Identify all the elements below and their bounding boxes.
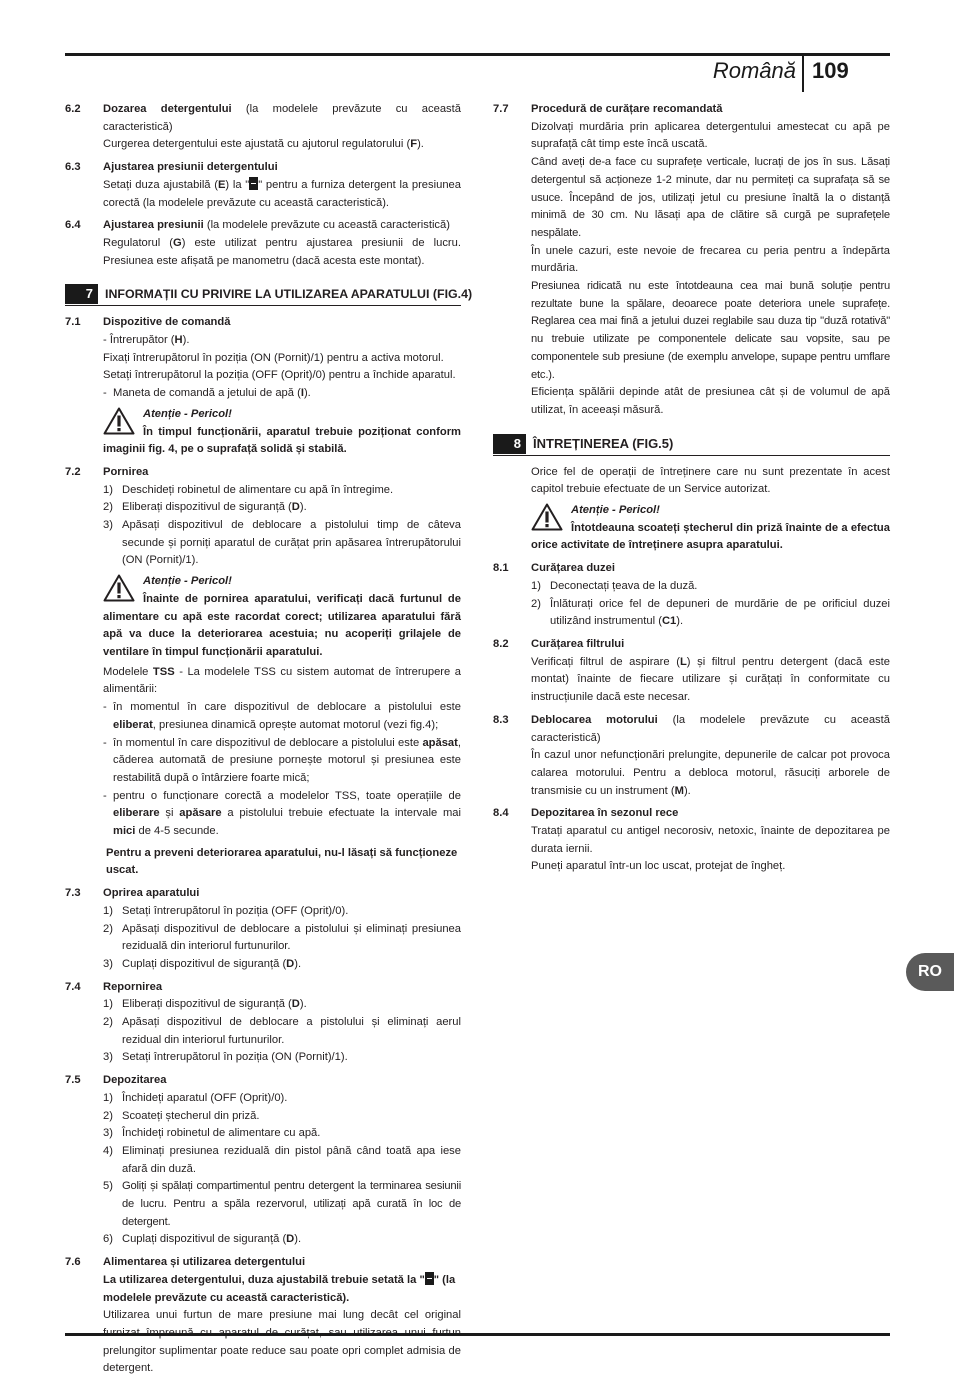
list-text: Goliți și spălați compartimentul pentru detergent la terminarea sesiunii de lucru. Pentru a spăla rezervorul, utilizați apă curată în loc de detergent. xyxy=(122,1180,461,1228)
list-text: Închideți aparatul (OFF (Oprit)/0). xyxy=(122,1091,288,1104)
component-key: C1 xyxy=(661,615,677,628)
warning-heading: Atenție - Pericol! xyxy=(571,504,660,517)
list-text: Eliminați presiunea reziduală din pistol până când toată apa iese afară din duză. xyxy=(122,1144,461,1175)
body-text: Orice fel de operații de întreținere care nu sunt prezentate în acest capitol trebuie efectuate de un Service autorizat. xyxy=(531,465,890,496)
body-text: ) la " xyxy=(225,178,250,191)
note-text: La utilizarea detergentului, duza ajustabilă trebuie setată la " xyxy=(103,1273,425,1286)
emphasis: eliberare xyxy=(113,807,160,820)
subsection-6-3 xyxy=(65,159,461,212)
list-item xyxy=(103,903,461,921)
subsection-title: Procedură de curățare recomandată xyxy=(531,103,723,115)
list-marker: 1) xyxy=(103,1091,113,1104)
list-marker: 5) xyxy=(103,1180,113,1193)
language-title: Română xyxy=(712,58,796,83)
body-text: Regulatorul ( xyxy=(103,236,174,249)
body-text: Modelele xyxy=(103,665,153,678)
subsection-number: 8.3 xyxy=(493,713,509,726)
list-marker: 1) xyxy=(531,579,541,592)
list-item xyxy=(103,1178,461,1231)
list-marker: 6) xyxy=(103,1233,113,1246)
list-marker: 1) xyxy=(103,483,113,496)
list-item: - pentru o funcționare corectă a modelelor TSS, toate operațiile de eliberare și apăsare a pistolului trebuie efectuate la intervale mai mici de 4-5 secunde. xyxy=(103,789,461,838)
subsection-7-3 xyxy=(65,885,461,974)
left-column xyxy=(65,101,473,1378)
body-text: Tratați aparatul cu antigel necorosiv, netoxic, înainte de depozitarea pe durata iernii. xyxy=(531,825,890,855)
list-text: Scoateți ștecherul din priză. xyxy=(122,1109,260,1122)
section-8-intro xyxy=(493,464,890,556)
section-title: INFORMAȚII CU PRIVIRE LA UTILIZAREA APARATULUI (FIG.4) xyxy=(105,287,473,302)
body-text: Setați întrerupătorul la poziția (OFF (Oprit)/0) pentru a închide aparatul. xyxy=(103,369,456,382)
body-text: - La modelele TSS cu sistem automat de întrerupere a alimentării: xyxy=(103,665,461,696)
title-note: (la modelele prevăzute cu această caracteristică) xyxy=(203,219,450,232)
section-title: ÎNTREȚINEREA (FIG.5) xyxy=(533,435,674,451)
subsection-title: Curățarea filtrului xyxy=(531,637,625,650)
list-item xyxy=(103,1143,461,1178)
list-item xyxy=(103,517,461,570)
subsection-number: 8.2 xyxy=(493,637,509,650)
subsection-8-3 xyxy=(493,712,890,801)
list-text: în momentul în care dispozitivul de deblocare a pistolului este xyxy=(113,736,423,749)
subsection-number: 7.4 xyxy=(65,980,81,993)
list-text: ). xyxy=(294,957,302,970)
subsection-7-2 xyxy=(65,464,461,880)
list-text: Apăsați dispozitivul de deblocare a pistolului și eliminați aerul rezidual din interiorul furtunurilor. xyxy=(122,1016,461,1046)
subsection-number: 7.1 xyxy=(65,316,81,329)
component-key: E xyxy=(217,178,226,191)
body-text: ). xyxy=(303,387,311,400)
warning-heading: Atenție - Pericol! xyxy=(143,407,232,420)
warning-triangle-icon xyxy=(103,407,135,435)
body-text: ). xyxy=(683,784,691,797)
subsection-8-2 xyxy=(493,636,890,707)
list-item xyxy=(531,596,890,631)
list-marker: 4) xyxy=(103,1144,113,1157)
warning-block xyxy=(103,406,461,459)
body-text: Când aveți de-a face cu suprafețe verticale, lucrați de jos în sus. Lăsați detergentul să acționeze 1-2 minute, dar nu permiteți ca suprafața să se usuce. Începând de jos, utilizați jetul cu presiune înaltă la o distanță minimă de 30 cm. Nu lăsați apa de clătire să curgă pe suprafețele nespălate. xyxy=(531,156,890,239)
subsection-title: Ajustarea presiunii detergentului xyxy=(103,161,278,174)
list-item xyxy=(103,1231,461,1249)
body-text: Verificați filtrul de aspirare ( xyxy=(531,655,680,668)
body-text: " pentru a furniza detergent la presiunea corectă (la modelele prevăzute cu această caracteristică). xyxy=(103,178,461,209)
component-key: F xyxy=(410,138,418,151)
warning-block xyxy=(103,573,461,662)
list-marker: 1) xyxy=(103,904,113,917)
subsection-title: Dozarea detergentului xyxy=(103,103,232,115)
list-item: - în momentul în care dispozitivul de deblocare a pistolului este eliberat, presiunea dinamică oprește automat motorul (vezi fig.4); xyxy=(103,701,461,731)
list-item xyxy=(103,1049,461,1067)
subsection-7-1 xyxy=(65,314,461,459)
list-text: Setați întrerupătorul în poziția (OFF (Oprit)/0). xyxy=(122,904,349,917)
list-marker: 2) xyxy=(103,501,113,514)
subsection-number: 7.6 xyxy=(65,1256,81,1269)
warning-text: Înainte de pornirea aparatului, verificați dacă furtunul de alimentare cu apă este racordat corect; utilizarea aparatului fără apă va duce la deteriorarea acestuia; nu acoperiți grilajele de ventilare în timpul funcționării aparatului. xyxy=(103,592,461,658)
list-item xyxy=(103,482,461,500)
subsection-number: 8.4 xyxy=(493,807,509,820)
subsection-7-6 xyxy=(65,1254,461,1378)
list-marker: 1) xyxy=(103,998,113,1011)
language-tab: RO xyxy=(906,953,954,991)
component-key: H xyxy=(174,334,183,347)
subsection-title: Deblocarea motorului xyxy=(531,713,658,726)
list-text: pentru o funcționare corectă a modelelor TSS, toate operațiile de xyxy=(113,789,461,802)
subsection-title: Repornirea xyxy=(103,980,163,993)
subsection-title: Curățarea duzei xyxy=(531,562,615,575)
section-number: 8 xyxy=(493,434,526,454)
list-item: - în momentul în care dispozitivul de deblocare a pistolului este apăsat, căderea automată de presiune pornește motorul și presiunea este restabilită după o întârziere foarte mică; xyxy=(103,736,461,784)
subsection-8-1 xyxy=(493,560,890,631)
subsection-title: Oprirea aparatului xyxy=(103,887,200,900)
emphasis: apăsare xyxy=(179,807,222,820)
list-text: ). xyxy=(294,1233,302,1246)
title-note: (la modelele prevăzute cu această caracteristică) xyxy=(531,713,890,744)
caution-note: Pentru a preveni deteriorarea aparatului, nu-l lăsați să funcționeze uscat. xyxy=(106,846,458,877)
list-item xyxy=(103,1014,461,1049)
list-marker: 2) xyxy=(531,597,541,610)
list-text: ). xyxy=(299,501,307,514)
subsection-number: 7.7 xyxy=(493,103,509,115)
emphasis: mici xyxy=(113,825,136,838)
emphasis: apăsat xyxy=(422,736,458,749)
page-number: 109 xyxy=(812,58,849,83)
list-item xyxy=(103,1090,461,1108)
subsection-title: Ajustarea presiunii xyxy=(103,219,204,232)
body-text: În unele cazuri, este nevoie de frecarea cu peria pentru a îndepărta murdăria. xyxy=(531,244,890,275)
list-marker: 3) xyxy=(103,519,113,532)
title-note: (la modelele prevăzute cu această caracteristică) xyxy=(103,103,461,133)
list-item xyxy=(103,956,461,974)
body-text: Fixați întrerupătorul în poziția (ON (Pornit)/1) pentru a activa motorul. xyxy=(103,351,444,364)
body-text: - Întrerupător ( xyxy=(103,334,175,347)
list-text: Apăsați dispozitivul de deblocare a pistolului și eliminați presiunea reziduală din interiorul furtunurilor. xyxy=(122,922,461,953)
subsection-title: Depozitarea xyxy=(103,1074,167,1087)
subsection-title: Depozitarea în sezonul rece xyxy=(531,807,679,820)
component-key: D xyxy=(291,998,300,1011)
list-marker: 2) xyxy=(103,1016,113,1029)
body-text: În cazul unor nefuncționări prelungite, depunerile de calcar pot provoca calarea motorului. Pentru a debloca motorul, răsuciți arborele de transmisie cu un instrument ( xyxy=(531,749,890,797)
subsection-6-2 xyxy=(65,101,461,154)
list-item: - Maneta de comandă a jetului de apă (I). xyxy=(103,387,311,400)
detergent-setting-icon xyxy=(425,1272,434,1285)
body-text: Utilizarea unui furtun de mare presiune mai lung decât cel original prelungitor suplimentar poate reduce sau poate opri complet admisia de detergent. xyxy=(103,1309,461,1375)
list-item xyxy=(103,921,461,956)
list-text: Închideți robinetul de alimentare cu apă. xyxy=(122,1127,321,1140)
detergent-setting-icon xyxy=(249,177,258,190)
list-item xyxy=(103,996,461,1014)
subsection-number: 6.2 xyxy=(65,103,81,115)
list-marker: 3) xyxy=(103,1127,113,1140)
component-key: L xyxy=(679,655,687,668)
subsection-title: Alimentarea și utilizarea detergentului xyxy=(103,1256,306,1269)
right-column xyxy=(493,101,890,876)
list-marker: 2) xyxy=(103,1109,113,1122)
subsection-8-4 xyxy=(493,805,890,876)
body-text: Puneți aparatul într-un loc uscat, protejat de îngheț. xyxy=(531,860,786,873)
body-text: Dizolvați murdăria prin aplicarea detergentului amestecat cu apă pe suprafață cât timp este încă uscată. xyxy=(531,120,890,151)
list-text: Cuplați dispozitivul de siguranță ( xyxy=(122,957,287,970)
component-key: G xyxy=(173,236,182,249)
subsection-number: 7.2 xyxy=(65,465,81,478)
subsection-number: 6.4 xyxy=(65,219,81,232)
component-key: D xyxy=(286,1233,295,1246)
body-text: ) și filtrul pentru detergent (dacă este montat) înainte de fiecare utilizare și curățați în conformitate cu instrucțiunile dacă este necesar. xyxy=(531,655,891,704)
list-text: în momentul în care dispozitivul de deblocare a pistolului este xyxy=(113,701,461,714)
list-item xyxy=(531,578,890,596)
warning-heading: Atenție - Pericol! xyxy=(143,575,232,588)
list-text: Înlăturați orice fel de depuneri de murdărie de pe orificiul duzei utilizând instrumentul ( xyxy=(550,597,890,628)
list-item xyxy=(103,499,461,517)
body-text: Setați duza ajustabilă ( xyxy=(103,178,218,191)
list-text: și xyxy=(159,807,180,820)
component-key: D xyxy=(286,957,295,970)
body-text: ) este utilizat pentru ajustarea presiunii de lucru. Presiunea este afișată pe manometru (dacă acesta este montat). xyxy=(103,236,461,267)
body-text: Presiunea ridicată nu este întotdeauna cea mai bună soluție pentru rezultate bune la spălare, deoarece poate deteriora unele suprafețe. Reglarea cea mai fină a jetului duzei reglabile sau duza tip "duză rotativă" nu trebuie utilizate pe componentele delicate sau vopsite, sau pe componentele sub presiune (de exemplu anvelope, supape pentru umflare etc.). xyxy=(531,280,890,381)
list-marker: 2) xyxy=(103,922,113,935)
list-item xyxy=(103,1125,461,1143)
emphasis: eliberat xyxy=(113,718,153,731)
list-marker: 3) xyxy=(103,1051,113,1064)
model-name: TSS xyxy=(152,665,175,678)
list-text: Apăsați dispozitivul de deblocare a pistolului timp de câteva secunde și porniți aparatul de curățat prin apăsarea întrerupătorului (ON (Pornit)/1). xyxy=(122,519,461,567)
subsection-7-4 xyxy=(65,979,461,1068)
body-text: Curgerea detergentului este ajustată cu ajutorul regulatorului ( xyxy=(103,138,411,151)
section-8-header xyxy=(493,434,890,456)
list-text: , presiunea dinamică oprește automat motorul (vezi fig.4); xyxy=(152,718,439,731)
component-key: M xyxy=(674,784,684,797)
warning-text: Întotdeauna scoateți ștecherul din priză înainte de a efectua orice activitate de întreținere asupra aparatului. xyxy=(531,521,890,552)
note-text: " (la modelele prevăzute cu această caracteristică). xyxy=(103,1273,456,1304)
header-separator xyxy=(802,56,804,92)
list-text: Eliberați dispozitivul de siguranță ( xyxy=(122,998,292,1011)
body-text: Maneta de comandă a jetului de apă ( xyxy=(113,387,301,400)
list-text: Setați întrerupătorul în poziția (ON (Pornit)/1). xyxy=(122,1051,348,1064)
subsection-number: 7.3 xyxy=(65,887,81,900)
component-key: D xyxy=(291,501,300,514)
section-number: 7 xyxy=(65,284,98,304)
list-text: Eliberați dispozitivul de siguranță ( xyxy=(122,501,292,514)
list-text: Deconectați țeava de la duză. xyxy=(550,579,698,592)
subsection-6-4 xyxy=(65,217,461,270)
list-text: ). xyxy=(299,998,307,1011)
list-text: , căderea automată de presiune pornește motorul și presiunea este restabilită după o întârziere foarte mică; xyxy=(113,736,461,784)
subsection-7-5 xyxy=(65,1072,461,1249)
warning-block xyxy=(531,502,890,555)
subsection-title: Pornirea xyxy=(103,465,149,478)
subsection-7-7 xyxy=(493,101,890,420)
list-text: ). xyxy=(676,615,684,628)
subsection-title: Dispozitive de comandă xyxy=(103,316,231,329)
body-text: ). xyxy=(182,334,190,347)
warning-text: În timpul funcționării, aparatul trebuie poziționat conform imaginii fig. 4, pe o suprafață solidă și stabilă. xyxy=(103,425,461,456)
body-text: Eficiența spălării depinde atât de presiunea cât și de volumul de apă utilizat, în aceeași măsură. xyxy=(531,386,890,416)
warning-triangle-icon xyxy=(103,574,135,602)
list-text: Cuplați dispozitivul de siguranță ( xyxy=(122,1233,287,1246)
subsection-number: 6.3 xyxy=(65,161,81,174)
body-text: ). xyxy=(417,138,424,151)
subsection-number: 8.1 xyxy=(493,562,509,575)
list-text: a pistolului trebuie efectuate la intervale mai xyxy=(221,807,461,820)
section-7-header xyxy=(65,284,473,306)
subsection-number: 7.5 xyxy=(65,1074,81,1087)
component-key: I xyxy=(300,387,304,400)
list-item xyxy=(103,1108,461,1126)
list-marker: 3) xyxy=(103,957,113,970)
list-text: de 4-5 secunde. xyxy=(135,825,219,838)
warning-triangle-icon xyxy=(531,503,563,531)
list-text: Deschideți robinetul de alimentare cu apă în întregime. xyxy=(122,483,394,496)
bottom-rule xyxy=(65,1333,890,1336)
